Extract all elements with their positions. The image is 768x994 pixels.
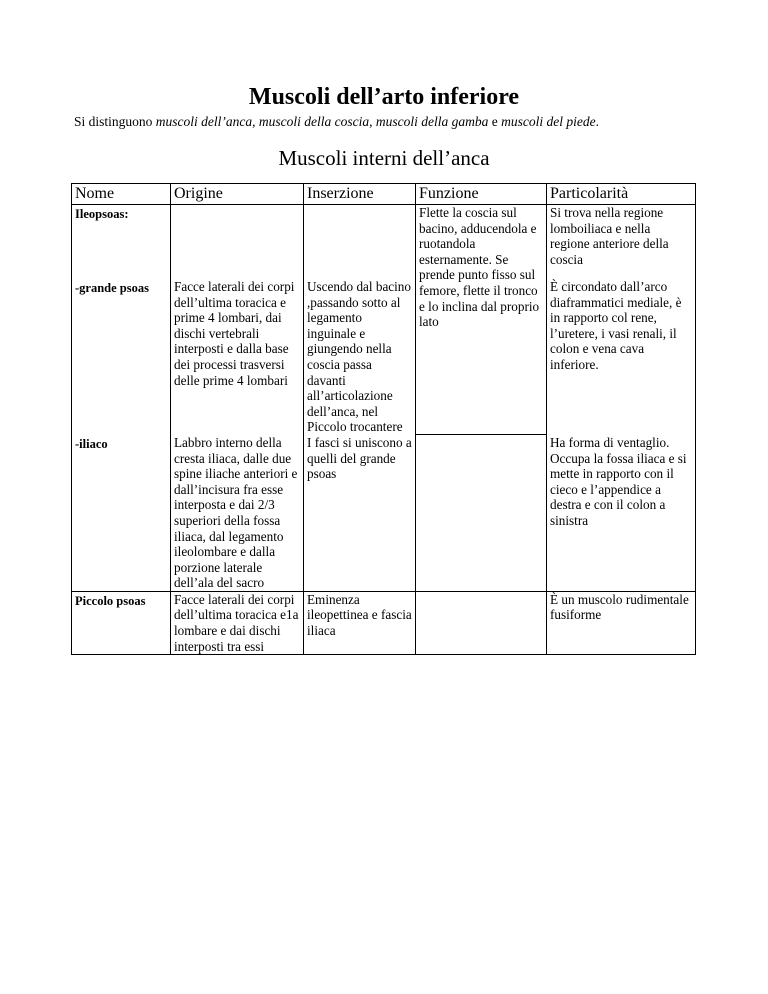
header-funzione: Funzione — [416, 184, 547, 205]
document-title: Muscoli dell’arto inferiore — [248, 84, 520, 110]
intro-sep-3: e — [488, 114, 502, 129]
muscles-table — [71, 183, 696, 655]
row-piccolo-psoas-origine: Facce laterali dei corpi dell’ultima toracica e1a lombare e dai dischi interposti tra essi — [171, 591, 304, 654]
table-row — [72, 205, 696, 280]
intro-paragraph — [74, 114, 599, 130]
row-piccolo-psoas-particolarita: È un muscolo rudimentale fusiforme — [547, 591, 696, 654]
intro-sep-1: , — [252, 114, 259, 129]
section-title: Muscoli interni dell’anca — [278, 146, 490, 170]
intro-lead: Si distinguono — [74, 114, 156, 129]
row-ileopsoas-name: Ileopsoas: — [72, 205, 171, 280]
row-iliaco-funzione — [416, 435, 547, 591]
header-particolarita: Particolarità — [547, 184, 696, 205]
intro-group-thigh: muscoli della coscia — [258, 114, 370, 129]
table-header-row — [72, 184, 696, 205]
row-iliaco-particolarita: Ha forma di ventaglio. Occupa la fossa iliaca e si mette in rapporto con il cieco e l’appendice a destra e con il colon a sinistra — [547, 435, 696, 591]
row-ileopsoas-origine — [171, 205, 304, 280]
row-ileopsoas-inserzione — [304, 205, 416, 280]
table-row — [72, 279, 696, 435]
row-grande-psoas-inserzione: Uscendo dal bacino ,passando sotto al legamento inguinale e giungendo nella coscia passa davanti all’articolazione dell’anca, nel Piccolo trocantere — [304, 279, 416, 435]
header-inserzione: Inserzione — [304, 184, 416, 205]
row-piccolo-psoas-inserzione: Eminenza ileopettinea e fascia iliaca — [304, 591, 416, 654]
header-nome: Nome — [72, 184, 171, 205]
row-piccolo-psoas-funzione — [416, 591, 547, 654]
row-grande-psoas-particolarita: È circondato dall’arco diaframmatici mediale, è in rapporto col rene, l’uretere, i vasi renali, il colon e vena cava inferiore. — [547, 279, 696, 435]
row-ileopsoas-particolarita: Si trova nella regione lomboiliaca e nella regione anteriore della coscia — [547, 205, 696, 280]
intro-group-foot: muscoli del piede — [501, 114, 596, 129]
table-row — [72, 435, 696, 591]
row-ileopsoas-funzione: Flette la coscia sul bacino, adducendola e ruotandola esternamente. Se prende punto fisso sul femore, flette il tronco e lo inclina dal proprio lato — [416, 205, 547, 435]
row-piccolo-psoas-name: Piccolo psoas — [72, 591, 171, 654]
header-origine: Origine — [171, 184, 304, 205]
row-iliaco-name: -iliaco — [72, 435, 171, 591]
intro-group-hip: muscoli dell’anca — [155, 114, 253, 129]
row-iliaco-origine: Labbro interno della cresta iliaca, dalle due spine iliache anteriori e dall’incisura fra esse interposta e dai 2/3 superiori della fossa iliaca, dal legamento ileolombare e dalla porzione laterale dell’ala del sacro — [171, 435, 304, 591]
intro-group-leg: muscoli della gamba — [375, 114, 489, 129]
row-grande-psoas-origine: Facce laterali dei corpi dell’ultima toracica e prime 4 lombari, dai dischi vertebrali interposti e dalla base dei processi trasversi delle prime 4 lombari — [171, 279, 304, 435]
intro-end: . — [595, 114, 599, 129]
row-iliaco-inserzione: I fasci si uniscono a quelli del grande psoas — [304, 435, 416, 591]
intro-sep-2: , — [369, 114, 376, 129]
table-row — [72, 591, 696, 654]
row-grande-psoas-name: -grande psoas — [72, 279, 171, 435]
